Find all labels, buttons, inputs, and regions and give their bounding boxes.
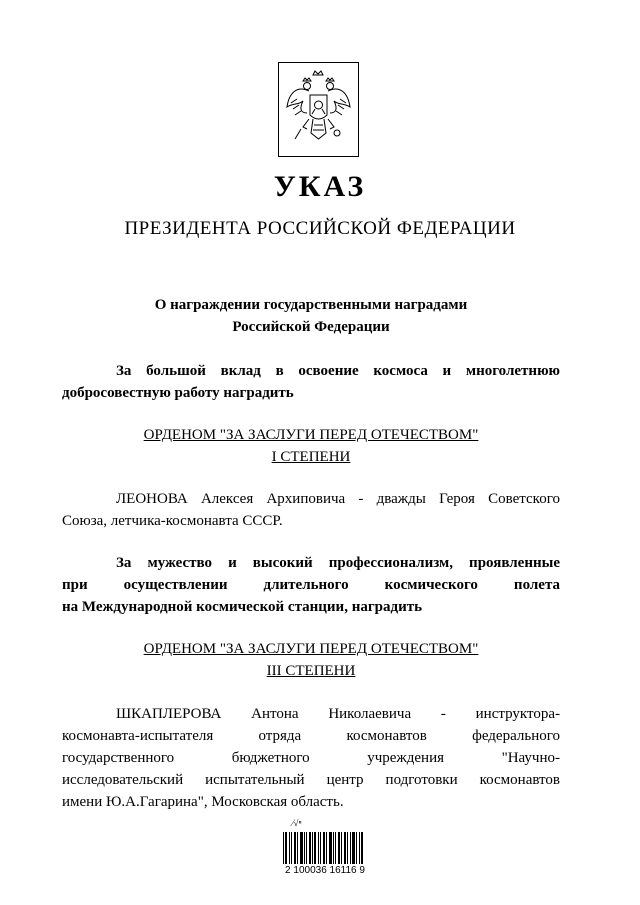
recipient-line: космонавта-испытателя отряда космонавтов федерального (62, 728, 560, 744)
award-degree: I СТЕПЕНИ (271, 449, 351, 465)
section2-intro (62, 552, 560, 618)
intro-line: добросовестную работу наградить (62, 385, 294, 401)
award-title: ОРДЕНОМ "ЗА ЗАСЛУГИ ПЕРЕД ОТЕЧЕСТВОМ" (143, 427, 479, 443)
award-degree: III СТЕПЕНИ (266, 663, 356, 679)
heading-line: О награждении государственными наградами (154, 297, 468, 313)
section1-award (62, 424, 560, 468)
heading-line: Российской Федерации (232, 319, 390, 335)
section2-award (62, 638, 560, 682)
recipient-line: исследовательский испытательный центр подготовки космонавтов (62, 772, 560, 788)
intro-line: За большой вклад в освоение космоса и многолетнюю (116, 363, 560, 379)
coat-of-arms-emblem (278, 62, 359, 157)
recipient-line: ЛЕОНОВА Алексея Архиповича - дважды Героя Советского (116, 491, 560, 507)
decree-heading (62, 294, 560, 338)
document-subtitle: ПРЕЗИДЕНТА РОССИЙСКОЙ ФЕДЕРАЦИИ (124, 218, 516, 239)
recipient-line: государственного бюджетного учреждения "Научно- (62, 750, 560, 766)
intro-line: на Международной космической станции, наградить (62, 599, 423, 615)
handwritten-mark: ⁄√ⁿ (292, 818, 302, 828)
barcode-number: 2 100036 16116 9 (285, 865, 365, 876)
section1-recipient (62, 488, 560, 532)
double-headed-eagle-icon (279, 63, 358, 156)
intro-line: За мужество и высокий профессионализм, проявленные (116, 555, 560, 571)
section1-intro (62, 360, 560, 404)
recipient-line: имени Ю.А.Гагарина", Московская область. (62, 794, 344, 810)
section2-recipient (62, 703, 560, 813)
recipient-line: Союза, летчика-космонавта СССР. (62, 513, 283, 529)
document-title: УКАЗ (273, 170, 367, 203)
intro-line: при осуществлении длительного космического полета (62, 577, 560, 593)
award-title: ОРДЕНОМ "ЗА ЗАСЛУГИ ПЕРЕД ОТЕЧЕСТВОМ" (143, 641, 479, 657)
recipient-line: ШКАПЛЕРОВА Антона Николаевича - инструктора- (116, 706, 560, 722)
barcode (283, 832, 363, 864)
